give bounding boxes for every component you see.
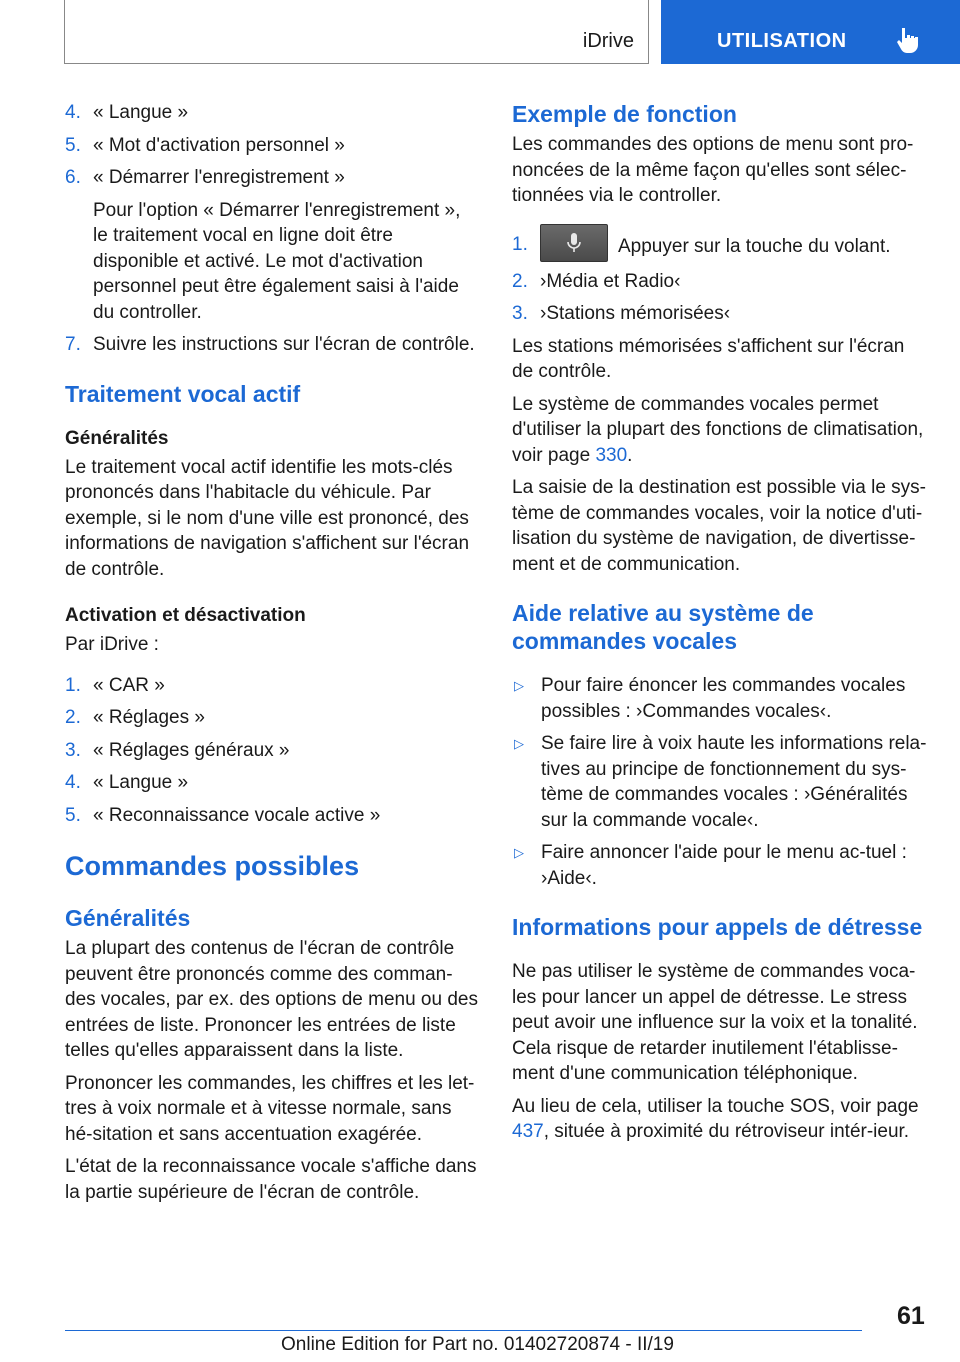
header-section-title: iDrive (582, 30, 634, 52)
footer-divider (65, 1330, 862, 1331)
list-item: 6. « Démarrer l'enregistrement » Pour l'option « Démarrer l'enregistrement », le traitement vocal en ligne doit être disponible et activé. Le mot d'activation personnel peut être également saisi à l'aide du controller. (65, 165, 480, 325)
paragraph: Au lieu de cela, utiliser la touche SOS, voir page 437, située à proximité du rétroviseur intér-ieur. (512, 1095, 919, 1142)
header-section-box (64, 0, 649, 64)
page-reference-link[interactable]: 437 (512, 1121, 544, 1142)
activation-steps-list (65, 673, 480, 829)
voice-button-image (540, 224, 608, 262)
list-item: 3. « Réglages généraux » (65, 739, 290, 761)
list-item: 7. Suivre les instructions sur l'écran de contrôle. (65, 334, 475, 355)
microphone-icon (566, 232, 582, 254)
paragraph: Ne pas utiliser le système de commandes voca-les pour lancer un appel de détresse. Le stress peut avoir une influence sur la voix et la tonalité. Cela risque de retarder inutilement l'établisse-ment d'une communication téléphonique. (512, 961, 918, 1084)
help-bullet-list (512, 673, 927, 891)
list-item: ▷ Faire annoncer l'aide pour le menu ac-tuel : ›Aide‹. (514, 842, 907, 889)
subheading-general: Généralités (65, 427, 169, 449)
list-item: 1. Appuyer sur la touche du volant. (512, 232, 927, 262)
list-item: ▷ Se faire lire à voix haute les informations rela-tives au principe de fonctionnement du sys-tème de commandes vocales : ›Généralités sur la commande vocale‹. (514, 733, 927, 831)
list-item: 2. ›Média et Radio‹ (512, 270, 681, 292)
page-reference-link[interactable]: 330 (595, 444, 628, 466)
header-chapter-tab (661, 0, 960, 64)
paragraph: L'état de la reconnaissance vocale s'affiche dans la partie supérieure de l'écran de contrôle. (65, 1156, 477, 1203)
list-item: 3. ›Stations mémorisées‹ (512, 303, 731, 324)
list-item: 1. « CAR » (65, 674, 165, 696)
heading-active-voice: Traitement vocal actif (65, 380, 301, 407)
triangle-right-icon: ▷ (514, 736, 524, 751)
paragraph: Le système de commandes vocales permet d'utiliser la plupart des fonctions de climatisation, voir page 330. (512, 393, 924, 466)
heading-distress-calls: Informations pour appels de détresse (512, 914, 923, 940)
list-item: 4. « Langue » (65, 102, 189, 123)
list-item: ▷ Pour faire énoncer les commandes vocales possibles : ›Commandes vocales‹. (514, 675, 906, 722)
list-item: 5. « Reconnaissance vocale active » (65, 804, 381, 826)
list-item: 4. « Langue » (65, 772, 189, 793)
left-column (65, 100, 480, 1212)
language-steps-list (65, 100, 480, 358)
step-note: Pour l'option « Démarrer l'enregistrement », le traitement vocal en ligne doit être disponible et activé. Le mot d'activation personnel peut être également saisi à l'aide du controller. (93, 199, 461, 323)
list-item: 5. « Mot d'activation personnel » (65, 134, 345, 156)
right-column (512, 100, 927, 1152)
example-steps-list (512, 232, 927, 327)
hand-pointer-icon (896, 26, 920, 54)
paragraph: Par iDrive : (65, 634, 159, 655)
paragraph: La plupart des contenus de l'écran de contrôle peuvent être prononcés comme des comman-des vocales, par ex. des options de menu ou des entrées de liste. Prononcer les entrées de liste telles qu'elles apparaissent dans la liste. (65, 938, 478, 1061)
heading-general: Généralités (65, 905, 191, 931)
paragraph: Les stations mémorisées s'affichent sur l'écran de contrôle. (512, 335, 905, 382)
triangle-right-icon: ▷ (514, 845, 524, 860)
heading-function-example: Exemple de fonction (512, 101, 737, 127)
paragraph: Le traitement vocal actif identifie les mots-clés prononcés dans l'habitacle du véhicule. Par exemple, si le nom d'une ville est prononcé, des informations de navigation s'affichent sur l'écran de contrôle. (65, 456, 470, 580)
heading-possible-commands: Commandes possibles (65, 851, 360, 881)
paragraph: Prononcer les commandes, les chiffres et les let-tres à voix normale et à vitesse normale, sans hé-sitation et sans accentuation exagérée. (65, 1072, 475, 1145)
list-item: 2. « Réglages » (65, 707, 205, 728)
subheading-activation: Activation et désactivation (65, 605, 306, 626)
footer-edition: Online Edition for Part no. 01402720874 - II/19 (281, 1334, 674, 1355)
triangle-right-icon: ▷ (514, 678, 524, 693)
paragraph: Les commandes des options de menu sont pro-noncées de la même façon qu'elles sont sélec-tionnées via le controller. (512, 134, 914, 206)
page-number: 61 (897, 1302, 925, 1330)
header-chapter-title: UTILISATION (717, 30, 847, 52)
paragraph: La saisie de la destination est possible via le sys-tème de commandes vocales, voir la notice d'uti-lisation du système de navigation, de divertisse-ment et de communication. (512, 477, 927, 575)
heading-voice-help: Aide relative au système de commandes vocales (512, 600, 814, 654)
